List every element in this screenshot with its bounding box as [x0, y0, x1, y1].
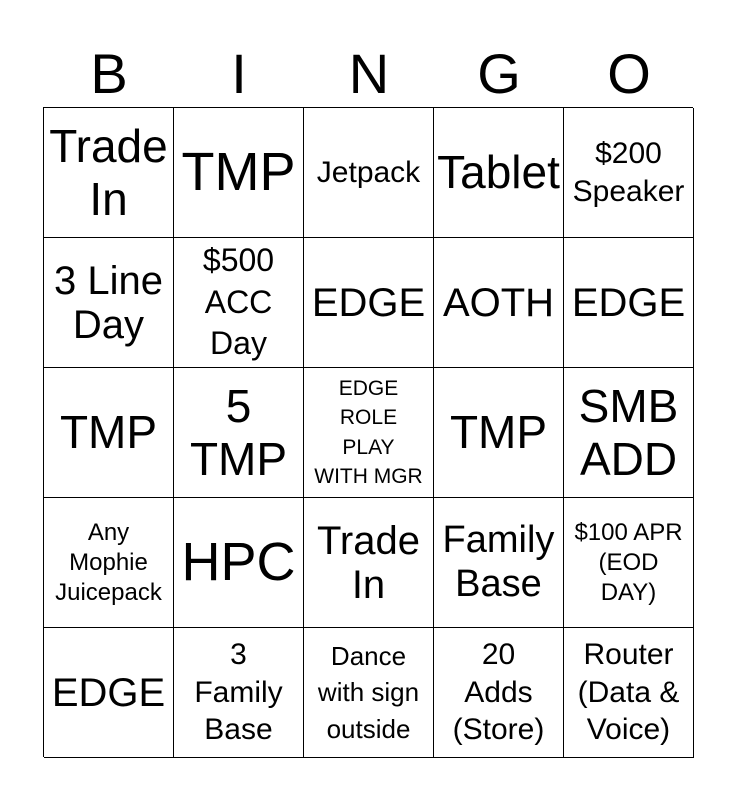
bingo-cell[interactable]: AOTH — [434, 238, 564, 368]
bingo-cell[interactable]: Trade In — [304, 498, 434, 628]
header-letter-n: N — [348, 42, 390, 105]
bingo-board — [43, 107, 693, 757]
bingo-cell[interactable]: TMP — [44, 368, 174, 498]
bingo-cell[interactable]: $200 Speaker — [564, 108, 694, 238]
bingo-cell[interactable]: 20 Adds (Store) — [434, 628, 564, 758]
bingo-cell[interactable]: Tablet — [434, 108, 564, 238]
bingo-cell[interactable]: EDGE — [44, 628, 174, 758]
bingo-cell[interactable]: EDGE ROLE PLAY WITH MGR — [304, 368, 434, 498]
bingo-cell[interactable]: HPC — [174, 498, 304, 628]
header-letter-b: B — [90, 42, 128, 105]
bingo-cell[interactable]: Family Base — [434, 498, 564, 628]
bingo-cell[interactable]: EDGE — [564, 238, 694, 368]
bingo-cell[interactable]: Dance with sign outside — [304, 628, 434, 758]
header-letter-i: I — [231, 42, 247, 105]
bingo-cell[interactable]: Router (Data & Voice) — [564, 628, 694, 758]
header-letter-o: O — [607, 42, 651, 105]
bingo-cell[interactable]: $100 APR (EOD DAY) — [564, 498, 694, 628]
bingo-cell[interactable]: 3 Family Base — [174, 628, 304, 758]
bingo-cell[interactable]: EDGE — [304, 238, 434, 368]
bingo-cell[interactable]: 5 TMP — [174, 368, 304, 498]
bingo-cell[interactable]: TMP — [434, 368, 564, 498]
bingo-header — [44, 40, 694, 108]
bingo-cell[interactable]: TMP — [174, 108, 304, 238]
bingo-cell[interactable]: $500 ACC Day — [174, 238, 304, 368]
bingo-cell[interactable]: Trade In — [44, 108, 174, 238]
bingo-cell[interactable]: SMB ADD — [564, 368, 694, 498]
bingo-cell[interactable]: 3 Line Day — [44, 238, 174, 368]
bingo-cell[interactable]: Any Mophie Juicepack — [44, 498, 174, 628]
header-letter-g: G — [477, 42, 521, 105]
bingo-cell[interactable]: Jetpack — [304, 108, 434, 238]
